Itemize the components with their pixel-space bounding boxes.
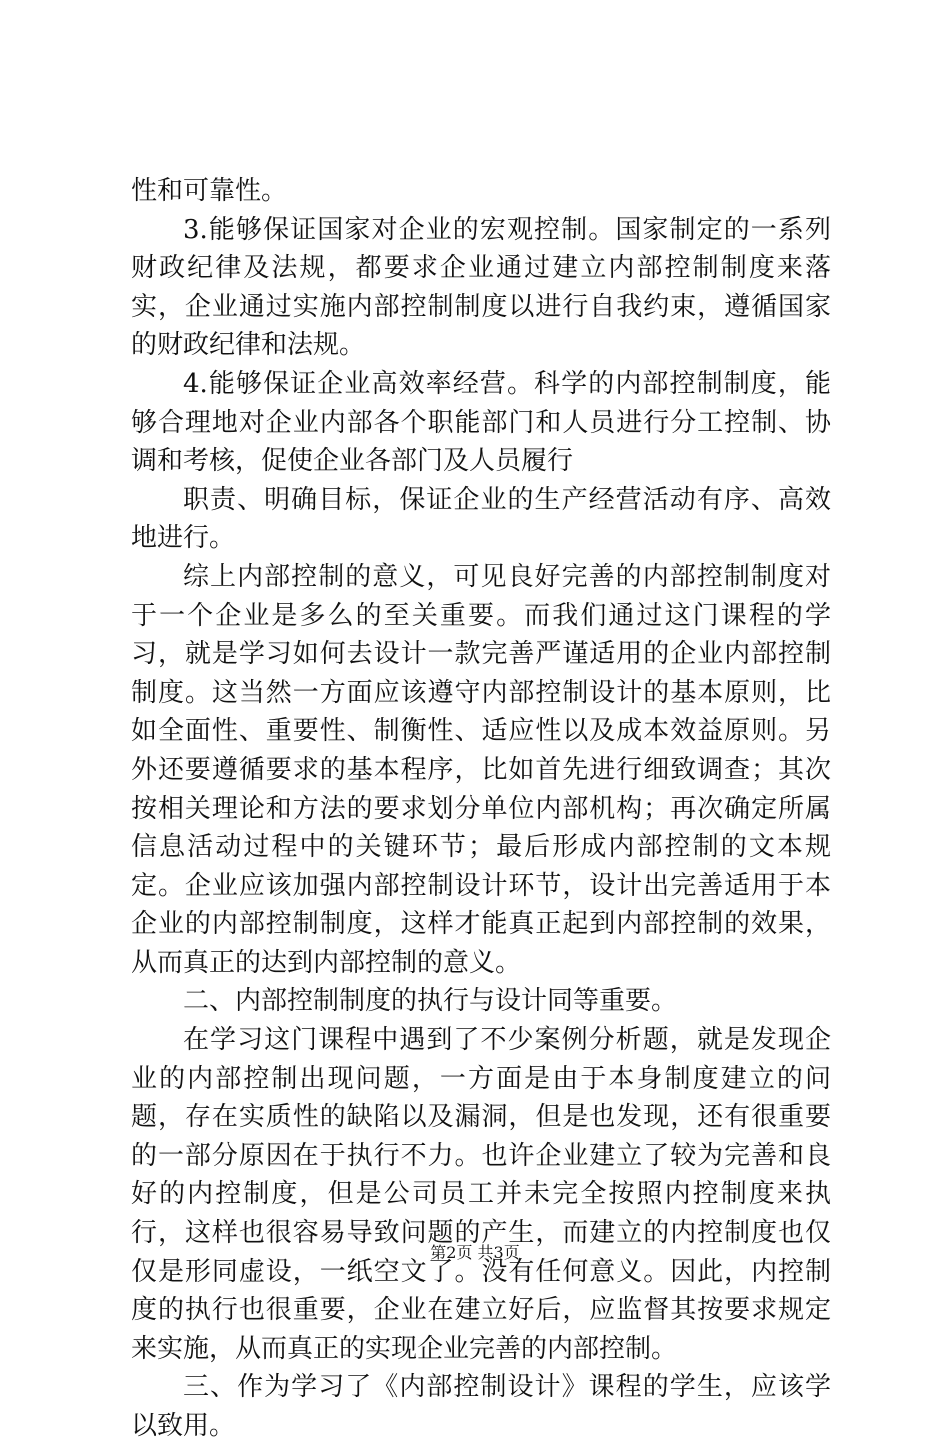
page-number-label: 第2页 共3页 — [430, 1243, 520, 1262]
page-footer — [0, 1243, 950, 1263]
paragraph-2: 3.能够保证国家对企业的宏观控制。国家制定的一系列财政纪律及法规，都要求企业通过建立内部控制制度来落实，企业通过实施内部控制制度以进行自我约束，遵循国家的财政纪律和法规。 — [131, 214, 831, 361]
paragraph-5: 综上内部控制的意义，可见良好完善的内部控制制度对于一个企业是多么的至关重要。而我们通过这门课程的学习，就是学习如何去设计一款完善严谨适用的企业内部控制制度。这当然一方面应该遵守内部控制设计的基本原则，比如全面性、重要性、制衡性、适应性以及成本效益原则。另外还要遵循要求的基本程序，比如首先进行细致调查；其次按相关理论和方法的要求划分单位内部机构；再次确定所属信息活动过程中的关键环节；最后形成内部控制的文本规定。企业应该加强内部控制设计环节，设计出完善适用于本企业的内部控制制度，这样才能真正起到内部控制的效果，从而真正的达到内部控制的意义。 — [131, 561, 831, 978]
paragraph-1: 性和可靠性。 — [131, 176, 288, 206]
paragraph-3: 4.能够保证企业高效率经营。科学的内部控制制度，能够合理地对企业内部各个职能部门和人员进行分工控制、协调和考核，促使企业各部门及人员履行 — [131, 368, 831, 477]
section-heading-2: 二、内部控制制度的执行与设计同等重要。 — [183, 986, 678, 1017]
paragraph-6: 在学习这门课程中遇到了不少案例分析题，就是发现企业的内部控制出现问题，一方面是由于本身制度建立的问题，存在实质性的缺陷以及漏洞，但是也发现，还有很重要的一部分原因在于执行不力。也许企业建立了较为完善和良好的内控制度，但是公司员工并未完全按照内控制度来执行，这样也很容易导致问题的产生，而建立的内控制度也仅仅是形同虚设，一纸空文了。没有任何意义。因此，内控制度的执行也很重要，企业在建立好后，应监督其按要求规定来实施，从而真正的实现企业完善的内部控制。 — [131, 1025, 831, 1364]
paragraph-4: 职责、明确目标，保证企业的生产经营活动有序、高效地进行。 — [131, 484, 831, 554]
section-heading-3: 三、作为学习了《内部控制设计》课程的学生，应该学以致用。 — [131, 1372, 831, 1441]
